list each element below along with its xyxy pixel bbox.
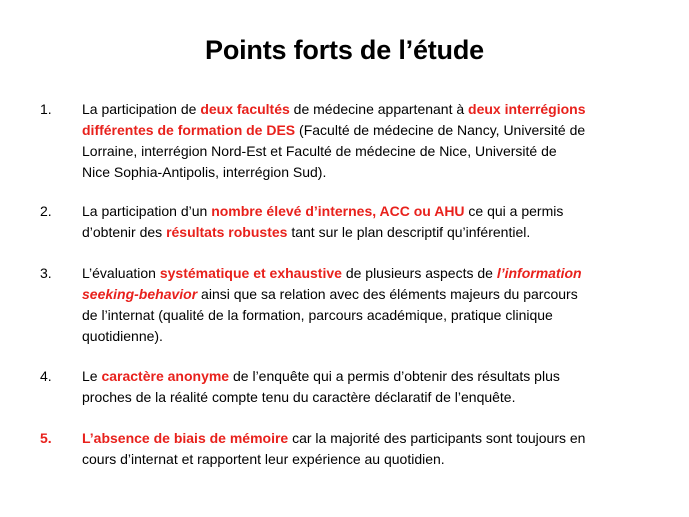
text-run: Nice Sophia-Antipolis, interrégion Sud).: [82, 164, 327, 180]
highlight-run: deux facultés: [200, 101, 290, 117]
text-run: car la majorité des participants sont toujours en: [288, 430, 586, 446]
highlight-run: deux interrégions: [468, 101, 586, 117]
item-number: 4.: [40, 368, 52, 384]
text-line: [82, 99, 652, 120]
item-text: [82, 99, 652, 183]
highlight-run: résultats robustes: [166, 224, 288, 240]
item-number: 2.: [40, 203, 52, 219]
highlight-run: l’information: [496, 265, 582, 281]
text-line: [82, 284, 652, 305]
text-run: quotidienne).: [82, 328, 163, 344]
text-line: [82, 387, 652, 408]
item-text: [82, 428, 652, 470]
text-run: Lorraine, interrégion Nord-Est et Faculté de médecine de Nice, Université de: [82, 143, 557, 159]
text-line: [82, 162, 652, 183]
text-run: L’évaluation: [82, 265, 160, 281]
text-run: ce qui a permis: [464, 203, 564, 219]
text-run: La participation d’un: [82, 203, 212, 219]
text-line: [82, 366, 652, 387]
item-text: [82, 366, 652, 408]
text-run: proches de la réalité compte tenu du caractère déclaratif de l’enquête.: [82, 389, 516, 405]
text-run: de médecine appartenant à: [289, 101, 469, 117]
text-run: La participation de: [82, 101, 201, 117]
item-number: 5.: [40, 430, 52, 446]
highlight-run: caractère anonyme: [101, 368, 230, 384]
text-line: [82, 263, 652, 284]
highlight-run: nombre élevé d’internes, ACC ou AHU: [211, 203, 465, 219]
highlight-run: L’absence de biais de mémoire: [82, 430, 289, 446]
item-number: 3.: [40, 265, 52, 281]
text-line: [82, 428, 652, 449]
text-line: [82, 326, 652, 347]
text-line: [82, 449, 652, 470]
text-run: de plusieurs aspects de: [341, 265, 497, 281]
text-run: d’obtenir des: [82, 224, 167, 240]
text-line: [82, 141, 652, 162]
text-run: Le: [82, 368, 102, 384]
item-text: [82, 263, 652, 347]
highlight-run: seeking-behavior: [82, 286, 198, 302]
text-line: [82, 305, 652, 326]
text-run: cours d’internat et rapportent leur expérience au quotidien.: [82, 451, 445, 467]
slide-title: Points forts de l’étude: [205, 35, 484, 65]
item-text: [82, 201, 652, 243]
highlight-run: différentes de formation de DES: [82, 122, 296, 138]
text-line: [82, 201, 652, 222]
text-run: de l’internat (qualité de la formation, parcours académique, pratique clinique: [82, 307, 553, 323]
text-run: ainsi que sa relation avec des éléments majeurs du parcours: [197, 286, 578, 302]
text-line: [82, 120, 652, 141]
highlight-run: systématique et exhaustive: [159, 265, 342, 281]
text-line: [82, 222, 652, 243]
text-run: (Faculté de médecine de Nancy, Université de: [295, 122, 586, 138]
text-run: de l’enquête qui a permis d’obtenir des résultats plus: [229, 368, 560, 384]
item-number: 1.: [40, 101, 52, 117]
text-run: tant sur le plan descriptif qu’inférentiel.: [287, 224, 531, 240]
